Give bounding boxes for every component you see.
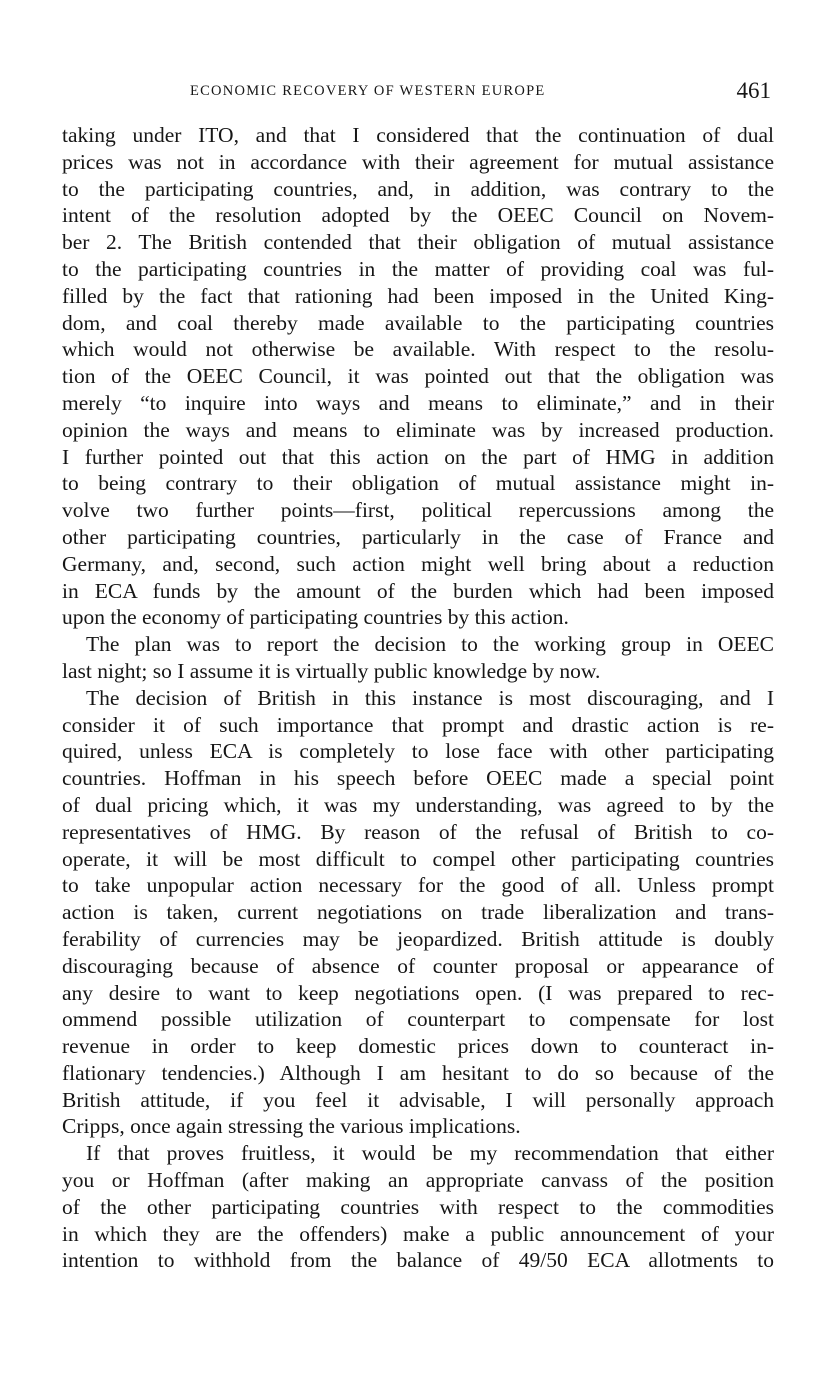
- page-number: 461: [736, 78, 771, 103]
- text-line: Cripps, once again stressing the various implications.: [62, 1114, 521, 1139]
- paragraph: [62, 1140, 774, 1274]
- text-line: you or Hoffman (after making an appropriate canvass of the position: [62, 1168, 774, 1193]
- body-text: [62, 122, 774, 1274]
- text-line: in ECA funds by the amount of the burden which had been imposed: [62, 578, 774, 603]
- text-line: opinion the ways and means to eliminate was by increased production.: [62, 417, 774, 442]
- text-line: Germany, and, second, such action might well bring about a reduction: [62, 551, 774, 576]
- text-line: operate, it will be most difficult to compel other participating countries: [62, 846, 774, 871]
- text-line: of dual pricing which, it was my understanding, was agreed to by the: [62, 792, 774, 817]
- text-line: The plan was to report the decision to the working group in OEEC: [86, 632, 774, 657]
- text-line: of the other participating countries with respect to the commodities: [62, 1194, 774, 1219]
- text-line: ferability of currencies may be jeopardized. British attitude is doubly: [62, 926, 774, 951]
- text-line: to take unpopular action necessary for the good of all. Unless prompt: [62, 873, 774, 898]
- text-line: prices was not in accordance with their agreement for mutual assistance: [62, 149, 774, 174]
- text-line: countries. Hoffman in his speech before OEEC made a special point: [62, 766, 774, 791]
- text-line: upon the economy of participating countries by this action.: [62, 605, 569, 630]
- text-line: I further pointed out that this action on the part of HMG in addition: [62, 444, 774, 469]
- paragraph: [62, 685, 774, 1141]
- text-line: action is taken, current negotiations on trade liberalization and trans-: [62, 900, 774, 925]
- paragraph: [62, 122, 774, 631]
- text-line: taking under ITO, and that I considered that the continuation of dual: [62, 123, 774, 147]
- text-line: discouraging because of absence of counter proposal or appearance of: [62, 953, 774, 978]
- text-line: tion of the OEEC Council, it was pointed out that the obligation was: [62, 364, 774, 389]
- text-line: revenue in order to keep domestic prices down to counteract in-: [62, 1034, 774, 1059]
- text-line: quired, unless ECA is completely to lose face with other participating: [62, 739, 774, 764]
- text-line: to being contrary to their obligation of mutual assistance might in-: [62, 471, 774, 496]
- text-line: flationary tendencies.) Although I am hesitant to do so because of the: [62, 1060, 774, 1085]
- text-line: to the participating countries in the matter of providing coal was ful-: [62, 256, 774, 281]
- text-line: representatives of HMG. By reason of the refusal of British to co-: [62, 819, 774, 844]
- text-line: other participating countries, particularly in the case of France and: [62, 524, 774, 549]
- text-line: in which they are the offenders) make a public announcement of your: [62, 1221, 774, 1246]
- text-line: intent of the resolution adopted by the OEEC Council on Novem-: [62, 203, 774, 228]
- text-line: intention to withhold from the balance of 49/50 ECA allotments to: [62, 1248, 774, 1273]
- text-line: to the participating countries, and, in addition, was contrary to the: [62, 176, 774, 201]
- running-title: ECONOMIC RECOVERY OF WESTERN EUROPE: [190, 83, 546, 99]
- text-line: consider it of such importance that prompt and drastic action is re-: [62, 712, 774, 737]
- text-line: filled by the fact that rationing had been imposed in the United King-: [62, 283, 774, 308]
- text-line: British attitude, if you feel it advisable, I will personally approach: [62, 1087, 774, 1112]
- text-line: ommend possible utilization of counterpart to compensate for lost: [62, 1007, 774, 1032]
- text-line: any desire to want to keep negotiations open. (I was prepared to rec-: [62, 980, 774, 1005]
- text-line: If that proves fruitless, it would be my recommendation that either: [86, 1141, 774, 1166]
- text-line: last night; so I assume it is virtually public knowledge by now.: [62, 658, 601, 683]
- text-line: volve two further points—first, political repercussions among the: [62, 498, 774, 523]
- text-line: ber 2. The British contended that their obligation of mutual assistance: [62, 230, 774, 255]
- text-line: dom, and coal thereby made available to the participating countries: [62, 310, 774, 335]
- text-line: The decision of British in this instance is most discouraging, and I: [86, 685, 774, 710]
- running-header: [190, 80, 775, 108]
- text-line: merely “to inquire into ways and means to eliminate,” and in their: [62, 390, 774, 415]
- text-line: which would not otherwise be available. With respect to the resolu-: [62, 337, 774, 362]
- paragraph: [62, 631, 774, 685]
